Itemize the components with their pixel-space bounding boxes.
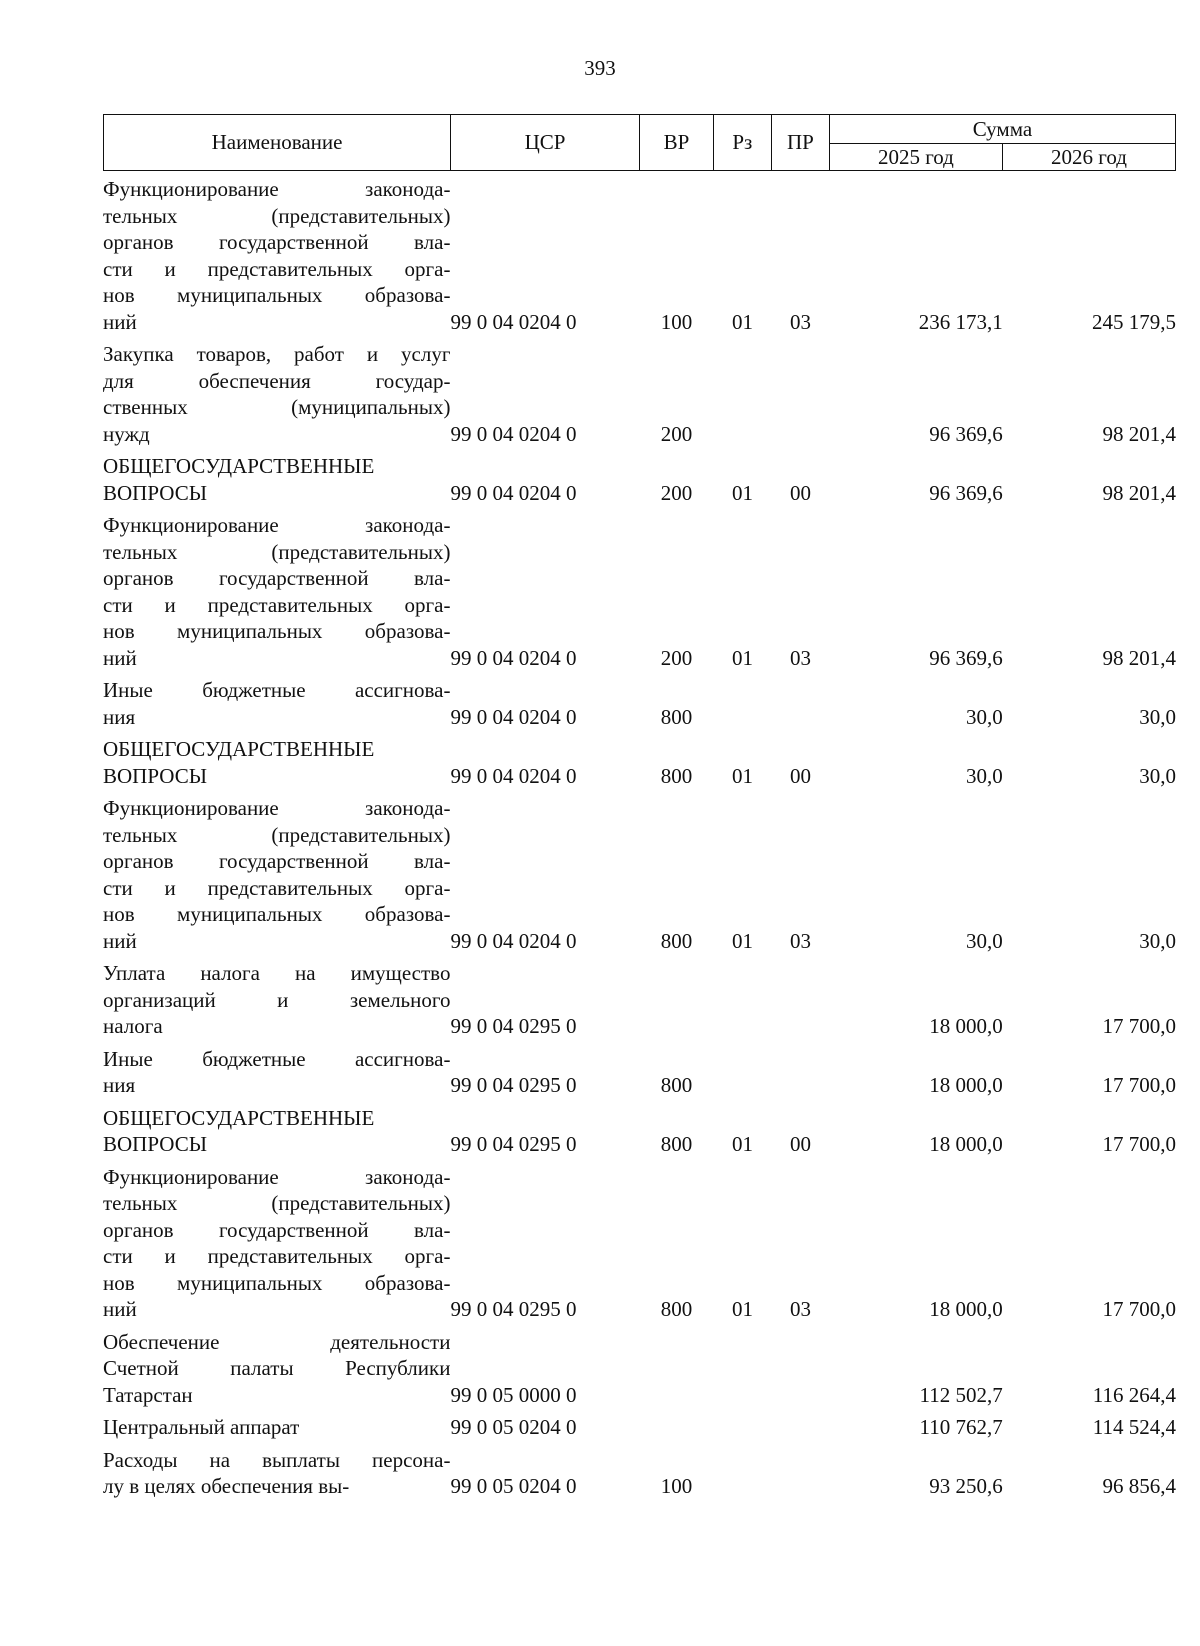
row-csr: 99 0 04 0295 0 — [450, 1073, 577, 1097]
row-rz: 01 — [731, 763, 753, 788]
row-name-line: сти и представительных орга- — [103, 1244, 451, 1268]
row-name — [103, 1046, 450, 1105]
row-rz — [713, 677, 771, 736]
row-name-line: налога — [103, 1014, 163, 1038]
table-row — [103, 341, 1176, 453]
row-sum-2025: 18 000,0 — [929, 1297, 1003, 1321]
row-sum-2026: 114 524,4 — [1092, 1415, 1176, 1439]
table-row — [103, 677, 1176, 736]
header-vr: ВР — [639, 115, 713, 171]
row-csr: 99 0 04 0295 0 — [450, 1297, 577, 1321]
row-name-line: нужд — [103, 421, 150, 446]
row-csr: 99 0 05 0204 0 — [450, 1415, 577, 1439]
row-name-line: ний — [103, 645, 137, 670]
row-sum-2025: 18 000,0 — [929, 1073, 1003, 1097]
row-name — [103, 1329, 450, 1415]
row-vr — [639, 1329, 713, 1415]
row-name — [103, 453, 450, 512]
row-csr: 99 0 04 0204 0 — [450, 309, 577, 334]
row-vr: 200 — [660, 421, 693, 446]
row-rz: 01 — [731, 1132, 753, 1156]
row-name — [103, 1105, 450, 1164]
row-pr — [771, 1447, 829, 1506]
row-name-line: тельных (представительных) — [103, 203, 451, 228]
row-pr: 03 — [790, 645, 812, 670]
row-name-line: Закупка товаров, работ и услуг — [103, 342, 451, 366]
row-sum-2026: 98 201,4 — [1102, 421, 1176, 446]
row-sum-2026: 98 201,4 — [1102, 645, 1176, 670]
row-csr: 99 0 04 0295 0 — [450, 1132, 577, 1156]
row-name — [103, 176, 450, 341]
row-vr — [639, 1414, 713, 1447]
row-vr: 800 — [660, 763, 693, 788]
row-name-line: нов муниципальных образова- — [103, 1270, 451, 1295]
row-csr: 99 0 04 0204 0 — [450, 645, 577, 670]
budget-table-body — [103, 176, 1176, 1506]
row-sum-2026: 30,0 — [1139, 704, 1176, 729]
table-row — [103, 736, 1176, 795]
row-name-line: органов государственной вла- — [103, 849, 451, 873]
row-sum-2025: 112 502,7 — [919, 1382, 1003, 1407]
row-vr: 200 — [660, 480, 693, 505]
row-name-line: нов муниципальных образова- — [103, 283, 451, 307]
row-name — [103, 795, 450, 960]
row-rz — [713, 1447, 771, 1506]
row-name-line: ний — [103, 928, 137, 953]
row-name-line: ний — [103, 1297, 137, 1321]
row-sum-2025: 96 369,6 — [929, 421, 1003, 446]
row-rz: 01 — [731, 928, 753, 953]
row-sum-2025: 93 250,6 — [929, 1474, 1003, 1498]
row-pr — [771, 1414, 829, 1447]
row-name-line: ния — [103, 1073, 136, 1097]
row-sum-2025: 30,0 — [966, 704, 1003, 729]
row-name-line: тельных (представительных) — [103, 539, 451, 564]
row-sum-2025: 30,0 — [966, 928, 1003, 953]
row-name — [103, 512, 450, 677]
row-name — [103, 1414, 450, 1447]
row-name — [103, 341, 450, 453]
header-year-2025: 2025 год — [829, 144, 1002, 171]
row-pr — [771, 960, 829, 1046]
row-name — [103, 960, 450, 1046]
row-rz: 01 — [731, 1297, 753, 1321]
row-rz: 01 — [731, 645, 753, 670]
row-pr — [771, 1329, 829, 1415]
row-name — [103, 1164, 450, 1329]
table-row — [103, 1447, 1176, 1506]
row-pr — [771, 341, 829, 453]
row-name-line: органов государственной вла- — [103, 230, 451, 254]
row-name-line: Функционирование законода- — [103, 513, 451, 537]
row-name-line: ственных (муниципальных) — [103, 395, 451, 419]
row-name-line: Центральный аппарат — [103, 1415, 300, 1439]
row-vr: 800 — [660, 1132, 693, 1156]
table-row — [103, 176, 1176, 341]
row-name — [103, 1447, 450, 1506]
row-name-line: тельных (представительных) — [103, 822, 451, 847]
row-name-line: ОБЩЕГОСУДАРСТВЕННЫЕ — [103, 1105, 375, 1130]
table-row — [103, 1105, 1176, 1164]
table-row — [103, 1046, 1176, 1105]
budget-table — [103, 176, 1176, 1506]
row-name-line: сти и представительных орга- — [103, 256, 451, 281]
header-name: Наименование — [104, 115, 451, 171]
header-sum: Сумма — [829, 115, 1175, 144]
row-pr: 00 — [790, 480, 812, 505]
row-rz — [713, 960, 771, 1046]
header-rz: Рз — [713, 115, 771, 171]
row-name-line: Обеспечение деятельности — [103, 1329, 451, 1354]
row-rz — [713, 1329, 771, 1415]
row-name-line: Расходы на выплаты персона- — [103, 1447, 451, 1472]
row-csr: 99 0 05 0000 0 — [450, 1382, 577, 1407]
table-row — [103, 1164, 1176, 1329]
row-csr: 99 0 04 0204 0 — [450, 928, 577, 953]
row-name-line: сти и представительных орга- — [103, 875, 451, 900]
row-pr: 03 — [790, 309, 812, 334]
row-sum-2025: 30,0 — [966, 763, 1003, 788]
row-pr: 03 — [790, 1297, 812, 1321]
row-name-line: органов государственной вла- — [103, 1217, 451, 1242]
row-rz — [713, 1414, 771, 1447]
row-vr: 800 — [660, 928, 693, 953]
row-sum-2025: 96 369,6 — [929, 480, 1003, 505]
row-name — [103, 736, 450, 795]
row-sum-2026: 30,0 — [1139, 763, 1176, 788]
row-name — [103, 677, 450, 736]
row-sum-2026: 116 264,4 — [1092, 1382, 1176, 1407]
row-rz: 01 — [731, 309, 753, 334]
row-name-line: Функционирование законода- — [103, 796, 451, 820]
table-row — [103, 512, 1176, 677]
row-sum-2025: 236 173,1 — [918, 309, 1003, 334]
row-name-line: Функционирование законода- — [103, 177, 451, 201]
row-sum-2026: 245 179,5 — [1092, 309, 1176, 334]
row-sum-2026: 17 700,0 — [1102, 1132, 1176, 1156]
row-rz — [713, 1046, 771, 1105]
row-name-line: тельных (представительных) — [103, 1191, 451, 1215]
table-row — [103, 795, 1176, 960]
row-pr: 03 — [790, 928, 812, 953]
row-pr — [771, 677, 829, 736]
page-number: 393 — [584, 56, 616, 80]
row-name-line: Татарстан — [103, 1382, 193, 1407]
row-name-line: нов муниципальных образова- — [103, 902, 451, 926]
row-name-line: ВОПРОСЫ — [103, 1132, 208, 1156]
table-row — [103, 1329, 1176, 1415]
row-name-line: Функционирование законода- — [103, 1164, 451, 1189]
row-name-line: органов государственной вла- — [103, 566, 451, 590]
row-name-line: лу в целях обеспечения вы- — [103, 1474, 350, 1498]
row-sum-2026: 17 700,0 — [1102, 1014, 1176, 1038]
row-csr: 99 0 05 0204 0 — [450, 1474, 577, 1498]
row-name-line: организаций и земельного — [103, 987, 451, 1012]
row-csr: 99 0 04 0204 0 — [450, 421, 577, 446]
row-name-line: Иные бюджетные ассигнова- — [103, 1046, 451, 1071]
row-sum-2026: 96 856,4 — [1102, 1474, 1176, 1498]
table-row — [103, 1414, 1176, 1447]
row-name-line: для обеспечения государ- — [103, 368, 451, 393]
row-name-line: ВОПРОСЫ — [103, 480, 208, 505]
row-csr: 99 0 04 0204 0 — [450, 480, 577, 505]
row-vr: 200 — [660, 645, 693, 670]
row-rz: 01 — [731, 480, 753, 505]
table-row — [103, 960, 1176, 1046]
row-pr: 00 — [790, 1132, 812, 1156]
row-csr: 99 0 04 0295 0 — [450, 1014, 577, 1038]
header-pr: ПР — [771, 115, 829, 171]
row-name-line: Уплата налога на имущество — [103, 961, 451, 985]
row-sum-2026: 17 700,0 — [1102, 1073, 1176, 1097]
row-sum-2026: 17 700,0 — [1102, 1297, 1176, 1321]
row-csr: 99 0 04 0204 0 — [450, 704, 577, 729]
row-sum-2025: 18 000,0 — [929, 1014, 1003, 1038]
row-vr: 800 — [660, 1073, 693, 1097]
row-name-line: Счетной палаты Республики — [103, 1356, 451, 1380]
row-vr: 100 — [660, 1474, 693, 1498]
row-vr — [639, 960, 713, 1046]
row-csr: 99 0 04 0204 0 — [450, 763, 577, 788]
row-pr: 00 — [790, 763, 812, 788]
row-name-line: ний — [103, 309, 137, 334]
table-header — [103, 114, 1176, 171]
row-vr: 800 — [660, 1297, 693, 1321]
row-name-line: Иные бюджетные ассигнова- — [103, 678, 451, 702]
row-name-line: ния — [103, 704, 136, 729]
row-name-line: сти и представительных орга- — [103, 592, 451, 617]
row-sum-2025: 18 000,0 — [929, 1132, 1003, 1156]
row-vr: 100 — [660, 309, 693, 334]
header-year-2026: 2026 год — [1002, 144, 1175, 171]
row-name-line: нов муниципальных образова- — [103, 619, 451, 643]
row-name-line: ОБЩЕГОСУДАРСТВЕННЫЕ — [103, 737, 375, 761]
row-sum-2025: 110 762,7 — [919, 1415, 1003, 1439]
row-vr: 800 — [660, 704, 693, 729]
row-pr — [771, 1046, 829, 1105]
header-csr: ЦСР — [451, 115, 640, 171]
row-sum-2025: 96 369,6 — [929, 645, 1003, 670]
row-sum-2026: 30,0 — [1139, 928, 1176, 953]
row-rz — [713, 341, 771, 453]
row-name-line: ВОПРОСЫ — [103, 763, 208, 788]
row-name-line: ОБЩЕГОСУДАРСТВЕННЫЕ — [103, 454, 375, 478]
table-row — [103, 453, 1176, 512]
row-sum-2026: 98 201,4 — [1102, 480, 1176, 505]
